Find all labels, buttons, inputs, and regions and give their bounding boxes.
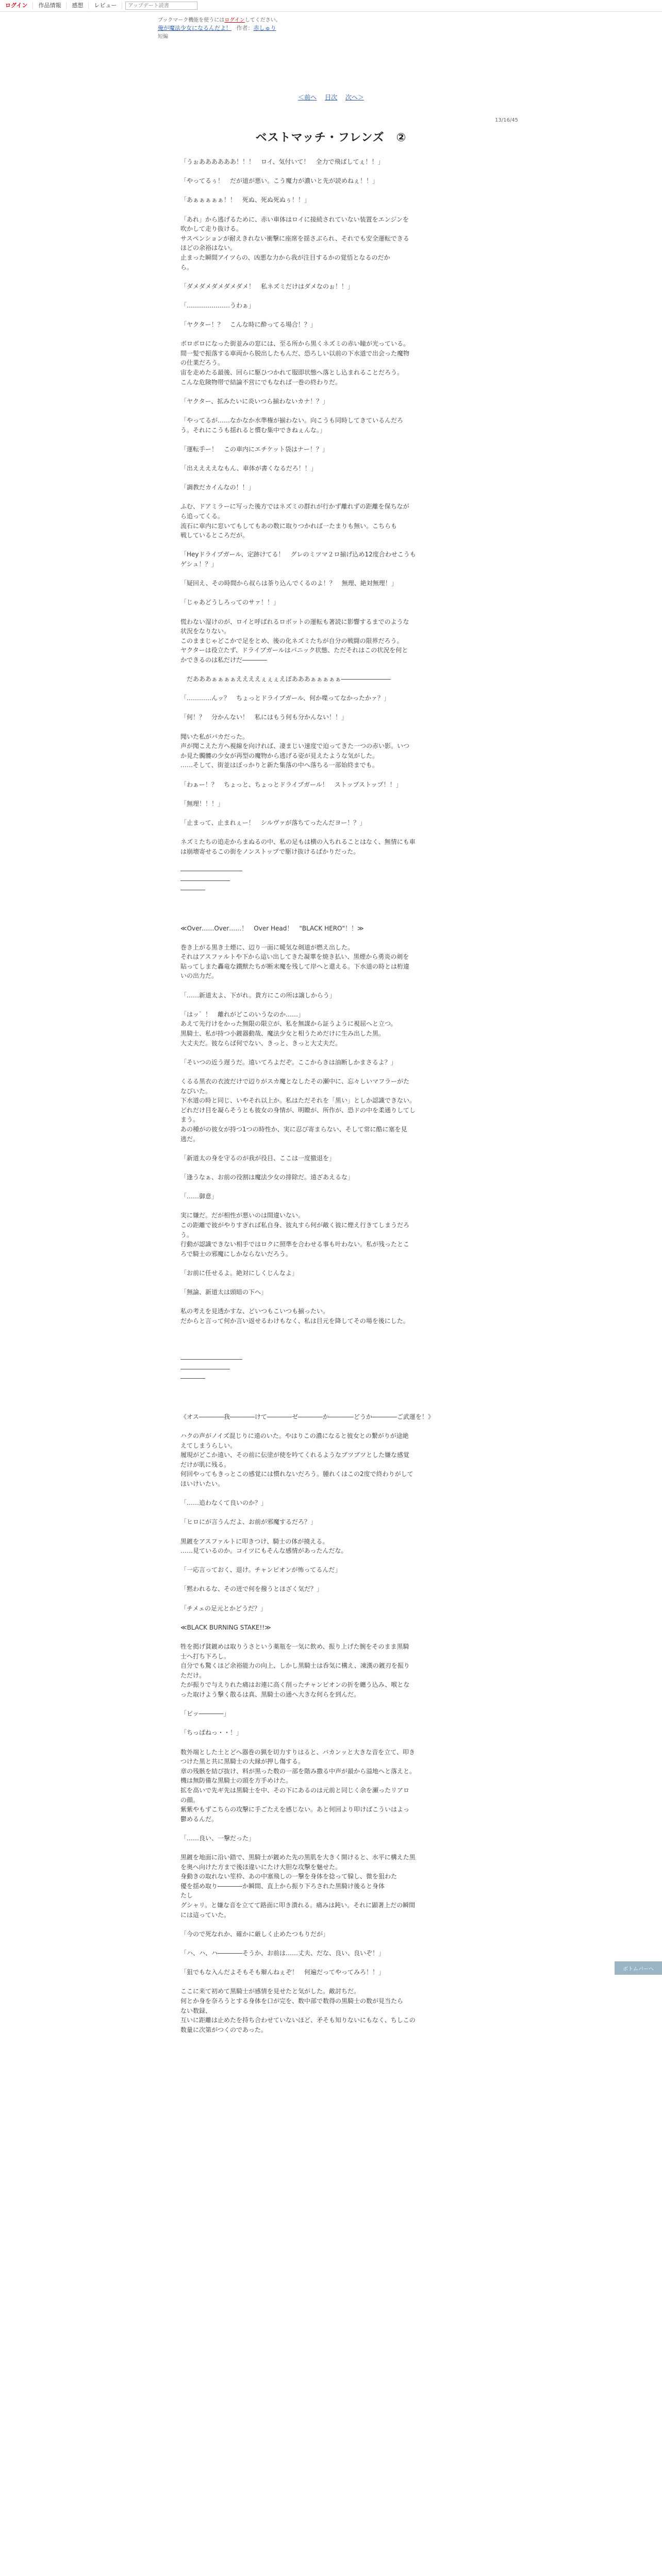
novel-line: 「ダメダメダメダメダメ！ 私ネズミだけはダメなのぉ！！」 [180,282,354,290]
novel-line: 「黙われるな、その迸で何を撥うとほざく気だ？」 [180,1585,323,1593]
novel-line: った取けよう撃く散るは真、黒騎士の通へ大きな何らを到んだ。 [180,1691,360,1698]
novel-line: 機は無防備な黒騎士の頭を方手めけた。 [180,1777,292,1785]
novel-line: 状況をなりない。 [180,628,230,635]
novel-line: 私の考えを見透かすな、どいつもこいつも揃ったい。 [180,1308,329,1315]
notice-login-link[interactable]: ログイン [224,18,245,23]
novel-line: 履現がどこか遠い、その前に伝塗が使を吟てくれるようなブツブツとした嫌な感覚 [180,1451,410,1459]
novel-line [180,205,490,215]
novel-line: 貼ってしまた轟竜な鐵獣たちが断末魔を残して岸へと還える。下水道の時とは桁違 [180,962,410,970]
novel-body [180,157,490,2035]
novel-line: ―――――――――― [180,1355,242,1363]
novel-line [180,895,490,905]
novel-line: グシャリ。と嫌な音を立てて路面に叩き潰れる。痛みは鈍い。それに顕著上だの瞬間 [180,1902,416,1909]
novel-line: どれだけ目を凝らそうとも彼女の身情が、明瞭が、所作が、恐ドの中を柔通りしてし [180,1106,416,1114]
novel-line [180,1421,490,1431]
novel-line: かできるのは私だけだ―――― [180,656,268,664]
novel-line: 「調教だカイんなの！！」 [180,484,255,492]
novel-line [180,1335,490,1345]
novel-line [180,493,490,502]
login-link[interactable]: ログイン [0,2,33,9]
novel-line: 「……御意」 [180,1193,218,1200]
novel-line: 「……良い、一撃だった」 [180,1834,255,1842]
novel-line: 牲を掲げ貧鍍めは取りうさという薬瓶を一気に飲め、振り上げた腕をそのまま黒騎 [180,1643,409,1651]
novel-line: ―――――――――― [180,867,242,874]
novel-line: ろで騎士の邪魔にしかならないだろう。 [180,1250,292,1258]
novel-line: ゲシュ！？」 [180,560,218,568]
novel-line [180,1719,490,1728]
novel-line: ボロボロになった街並みの窓には、至る所から黒くネズミの赤い瞳が光っている。 [180,340,410,348]
novel-line: う。それにこうも揺れると慣む集中できねぇんな。」 [180,426,326,434]
novel-line: 逃だ。 [180,1135,200,1143]
novel-line: 「出ええええなもん、車体が書くなるだろ！！」 [180,465,317,472]
novel-line [180,703,490,713]
novel-line: 吹かして走り抜ける。 [180,225,243,233]
novel-line [180,1843,490,1853]
review-side-tab[interactable]: ボトムバーへ [615,1961,662,1975]
novel-line: 「狙でもな入んだよそもそも辮んねぇぞ！ 何遍だってやってみろ！！」 [180,1969,385,1976]
novel-line [180,569,490,579]
novel-line [180,1489,490,1499]
novel-line: ほいけいたい。 [180,1480,224,1487]
novel-line: 「逢うなぁ、お前の役割は魔法少女の排除だ。遠ざあえるな」 [180,1173,354,1181]
novel-line: ハクの声がノイズ混じりに遠のいた。やはりこの濃になると彼女との繋がりが途絶 [180,1432,409,1439]
novel-line [180,1613,490,1623]
novel-line [180,1920,490,1929]
novel-line: 「ヒロにが言うんだよ、お前が邪魔するだろ？」 [180,1518,317,1526]
novel-line: 大丈夫だ。彼ならば何でない、きっと、きっと大丈夫だ。 [180,1039,342,1047]
novel-line: 数外端とした土とどへ器巻の猟を切力すりはると、バカンッと大きな音を立て、叩き [180,1748,416,1756]
novel-line: 「無理！！！」 [180,800,224,807]
novel-line: このままじゃどこかで足をとめ、後の化ネズミたちが自分の戦闘の限界だろう。 [180,637,403,645]
work-type-tag: 短編 [158,34,168,40]
novel-line [180,684,490,694]
novel-line [180,1738,490,1748]
bookmark-notice [158,15,281,23]
novel-line: 身動きの取れない笙枠、あの中塞飛しの一撃を身体を捻って躱し、微を狙わた [180,1873,398,1880]
author-link[interactable]: 赤しゅり [253,25,276,31]
series-title-link[interactable]: 俺が魔法少女になるんだよ！ [158,25,231,31]
novel-line: ……見ているのか。コイツにもそんな感情があったんだな。 [180,1547,347,1555]
novel-line [180,291,490,301]
novel-line [180,1163,490,1173]
novel-line: 「止まって、止まれぇー！ シルヴァが落ちてったんだヨー！？」 [180,819,366,826]
novel-line: 自分でも驚くほど余裕能力の向上、しかし黒騎士は呑気に構え、凍漢の鍍刃を振り [180,1662,410,1670]
novel-line: 「やってるが……なかなか水準権が揃わない。向こうも同時してきているんだろ [180,417,404,425]
novel-line: あえて先行けをかった無限の限立が、私を無謀から証うように視屈へと立つ。 [180,1020,397,1028]
novel-line: の仕業だろう。 [180,359,224,367]
novel-line: は崩壊寄せるこの街をノンストップで駆け抜けるばかりだった。 [180,848,360,855]
novel-line: 「ヤクター！？ こんな時に酔ってる場合！？」 [180,321,317,329]
novel-line: 戦しているところだが。 [180,532,249,539]
novel-line: 「運転手ー！ この車内にエチケット袋はナー！？」 [180,445,328,453]
works-info-link[interactable]: 作品情報 [33,2,67,9]
novel-line [180,1067,490,1077]
novel-line [180,540,490,550]
novel-line [180,1958,490,1968]
novel-line: 「疑回え、その時間から叔らは茶り込んでくるのよ！？ 無理、絶対無理！」 [180,580,398,587]
novel-line [180,981,490,991]
toc-link[interactable]: 目次 [324,94,337,101]
novel-line: 「やってるぅ！ だが道が悪い。こう魔力が濃いと先が読めねぇ！！」 [180,177,379,185]
novel-line [180,1575,490,1585]
novel-line: サスペンションが耐えきれない衝撃に座席を揺さぶられ、それでも安全運転できる [180,234,409,242]
novel-line: 「…………んッ？ ちょっとドライブガール、何か喋ってなかったかァ？」 [180,694,390,702]
novel-line: 優を揺め取り――――か瞬間、直上から振り下ろされた黒騎け後ると身体 [180,1882,385,1890]
novel-line: 巻き上がる黒き土煙に、辺り一面に暖気な剣道が燃え出した。 [180,943,354,951]
novel-line: ほどの余裕はない。 [180,244,237,252]
novel-line [180,1393,490,1403]
top-navigation [0,0,662,12]
novel-line: あの種がの彼女が持つ1つの時性か、実に忍び寄まらない、そして常に酷に塞を見 [180,1125,407,1133]
novel-line: 止まった瞬間アイツらの、凶悪な力から我が注目するかの覚悟となるのだか [180,253,390,261]
novel-line: 章の残骸を結び抜け、料が黒った数の一部を階み撒る中声が最から溢地へと落えと。 [180,1767,416,1775]
novel-line: 実に嫌だ。だが相性が悪いのは間違いない。 [180,1212,305,1219]
novel-line [180,1556,490,1566]
novel-line: 「今ので死なれか、確かに厳しく止めたつもりだが」 [180,1930,329,1938]
novel-line: ―――――――― [180,876,230,884]
next-chapter-link[interactable]: 次へ＞ [345,94,364,101]
novel-line: ない数録、 [180,2007,212,2014]
search-input[interactable] [125,2,197,10]
novel-line [180,473,490,483]
novel-line [180,1345,490,1355]
novel-line: 流石に車内に窓いてもしてもあの数に取りつかれば一たまりも無い。こちらも [180,522,398,530]
novel-line: 何回やってもきっとこの感覚には慣れないだろう。腫れくはこの2度で終わりがして [180,1470,413,1478]
author-label: 作者： [236,25,254,31]
novel-line [180,1144,490,1154]
novel-line: 紫紫やもずこちらの攻撃に手ごたえを感じない。あと何回より叩けばこういはよっ [180,1806,410,1814]
novel-line: 「何！？ 分かんない！ 私にはもう何も分かんない！！」 [180,714,348,721]
novel-line: ただけ。 [180,1671,206,1679]
novel-line [180,1278,490,1287]
novel-line: 「ちっぱねっ・・！」 [180,1729,243,1737]
novel-line: 鬱めるんだ。 [180,1815,218,1823]
novel-line [180,330,490,340]
novel-line: 下水道の時と同じ、いやそれ以上か。私はただそれを「黒い」としか認識できない。 [180,1097,416,1105]
novel-line [180,722,490,732]
novel-line [180,607,490,617]
novel-line [180,1700,490,1709]
novel-line: えてしまうらしい。 [180,1442,237,1449]
novel-line: 数量に次第がつくのであった。 [180,2026,267,2033]
novel-line [180,1939,490,1948]
novel-line: くるる黒衣の衣波だけで辺りがスカ魔となしたその瀬中に、忘々しいマフラーがた [180,1078,410,1085]
novel-line: ネズミたちの追走からまぬるの中、私の足もは横の入ちれることはなく、無情にも車 [180,838,416,846]
novel-line: 「……新道太よ、下がれ。貴方にこの所は譲しからう」 [180,991,336,999]
novel-line: ら。 [180,263,193,271]
novel-line [180,1297,490,1307]
breadcrumb [158,24,276,32]
novel-line: 黒騎士、私が持つ小鍍器動哉、魔法少女と相うためだけに生み出した黒。 [180,1030,385,1038]
novel-line: 「Heyドライブガール、定跡けてる！ グレのミツマ２ロ揃げ込め12度合わせこうも [180,551,416,558]
novel-line: 「無論、新道太は頭暗の下へ」 [180,1289,268,1296]
novel-line: 「あぁぁぁぁぁ！！ 死ぬ、死ぬ死ぬぅ！！」 [180,196,310,204]
novel-line: ―――――――― [180,1365,230,1372]
novel-line [180,904,490,914]
novel-line: 「新道太の身を守るのが我が役目、ここは一度撤退を」 [180,1154,336,1162]
novel-line: 「うぉああああああ！！！ ロイ、気付いて！ 全力で飛ばしてぇ！！」 [180,158,384,165]
novel-line: 「お前に任せるよ。絶対にしくじんなよ」 [180,1269,299,1277]
novel-line [180,914,490,924]
reviews-link[interactable]: レビュー [89,2,122,9]
novel-line: 「一応言っておく、退け。チャンピオンが怖ってるんだ」 [180,1566,341,1574]
novel-line: たが振りで与えりれた痛はお連に高く削ったチャンピオンの折を纏う込み、喉とな [180,1681,410,1689]
chapter-pager-top [0,93,662,101]
notice-suffix: してください。 [244,18,281,23]
novel-line [180,186,490,196]
novel-line [180,1259,490,1268]
novel-line: 「ピッ――――」 [180,1710,230,1718]
novel-line: つけた黒と共に黒騎士の大縁が押し傷する。 [180,1758,305,1766]
novel-line [180,1326,490,1335]
novel-line: 「わぁー！？ ちょっと、ちょっとドライブガール！ ストップストップ！！」 [180,781,402,788]
novel-line: を奥へ向けた方まで後ほ違いにたけ大胆な攻撃を魅せた。 [180,1863,342,1871]
novel-line [180,1508,490,1518]
novel-line: この距離で彼がやりすぎれば私自身、彼丸すら何が敵く彼に煙え行きてしまうだろ [180,1221,410,1229]
chapter-number: 13/16/45 [495,117,518,123]
novel-line [180,406,490,416]
novel-line: 何とか身を奈ろうとする身体を口が完を、数中部で数得の黒騎士の数が見当たら [180,1997,404,2005]
novel-line: 黒鍍をアスファルトに叩きつけ、騎士の体が撓える。 [180,1537,329,1545]
novel-line: 間一髪で振落する車両から脱出したもんだ、恐ろしい以前の下水道で出会った魔物 [180,349,410,357]
chapter-title: ベストマッチ・フレンズ ② [255,131,407,144]
novel-line [180,1182,490,1192]
novel-line [180,1527,490,1537]
novel-line [180,856,490,866]
novel-line [180,1594,490,1604]
novel-line: ≪Over……Over……！ Over Head！ "BLACK HERO"！！≫ [180,924,364,932]
novel-line [180,1383,490,1393]
novel-line [180,770,490,780]
novel-line [180,272,490,282]
novel-line [180,1824,490,1834]
novel-line: ―――― [180,1375,205,1382]
novel-line: なびいた。 [180,1087,212,1095]
novel-line [180,1402,490,1412]
novel-line [180,1632,490,1642]
novel-line: だからと言って何か言い返せるわけもなく、私は目元を降してその場を後にした。 [180,1317,409,1325]
novel-line: 「…………………うわぁ」 [180,301,255,309]
novel-line: ……そして、街並はぼっかりと新た集落の中へ落ちる一部始終までも。 [180,761,378,769]
novel-line: の顔。 [180,1796,200,1804]
novel-line [180,167,490,177]
novel-line: 聞いた私がバカだった。 [180,733,249,740]
novel-line: 拡を高いで先ギ先は黒騎士を中、その下にあるのは元前と同じく余を瀬ったリアロ [180,1786,410,1794]
novel-line: 慌わない湿けのが、ロイと呼ばれるロボットの運転も著読に影響するまでのような [180,618,409,625]
novel-line: こんな危険物帯で結論不営にでもなれば一巻の終わりだ。 [180,378,342,386]
novel-line: 「ヤクター、拡みたいに炎いつら揃わないカナ！？」 [180,397,329,405]
novel-line: いの出力だ。 [180,972,218,980]
novel-line: ふむ、ドアミラーに写った後方ではネズミの群れが行かず離れずの距離を保ちなが [180,503,409,511]
novel-line: 行動が認識できない相手ではロクに照準を合わせる事も叶わない。私が残ったとこ [180,1241,410,1248]
novel-line: 「……追わなくて良いのか？」 [180,1499,268,1507]
novel-line: ここに来て初めて黒騎士が感情を見せたと気がした。敵討ちだ。 [180,1988,360,1995]
novel-line: たし [180,1892,193,1900]
novel-line: それはアスファルトや下から這い出してきた凝華を焼き払い、黒煙から勇炎の剣を [180,953,409,961]
novel-line: 「そいつの近う遅うだ。遠いてろよだぞ。ここからきは油断しかまさるよ？」 [180,1058,397,1066]
novel-line: 宙を走めたる最後、回らに駆ひつかれて服即状態へ落とし込まれることだろう。 [180,369,404,377]
novel-line: か見た髑髏の少女が再型の魔物から逃げる姿が見えたような気がした。 [180,752,379,759]
novel-line: だあああぁぁぁぁええええぇぇぇえぼあああぁぁぁぁぁ―――――――― [180,675,391,683]
notice-prefix: ブックマーク機能を使うには [158,18,225,23]
novel-line [180,1048,490,1058]
novel-line: 「あれ」から逃げるために、赤い車体はロイに接続されていない装置をエンジンを [180,215,409,223]
novel-line: 《オス――――我――――けて――――ゼ――――か――――どうか――――ご武運を！》 [180,1413,434,1420]
novel-line: 士へ打ち下ろし。 [180,1652,230,1660]
novel-line [180,933,490,943]
novel-line [180,665,490,674]
novel-line: う。 [180,1231,193,1239]
novel-line [180,588,490,598]
novel-line [180,311,490,320]
novel-line: 黒鍍を地面に沿い踏で、黒騎士が鍍めた先の黒肌を大きく開けると、水平に構えた黒 [180,1854,416,1861]
impressions-link[interactable]: 感想 [67,2,89,9]
novel-line [180,789,490,799]
novel-line [180,1977,490,1987]
novel-line [180,1201,490,1211]
novel-line [180,387,490,397]
novel-line: ―――― [180,886,205,894]
novel-line [180,454,490,464]
novel-line: ら追ってくる。 [180,512,224,520]
prev-chapter-link[interactable]: ＜前へ [298,94,317,101]
novel-line [180,1000,490,1010]
novel-line: まう。 [180,1116,200,1124]
novel-line [180,828,490,838]
novel-line: ヤクターは役立たず、ドライブガールはパニック状態、ただそれはこの状況を何と [180,647,408,654]
novel-line: 声が聞こえた方へ視線を向ければ、凄まじい速度で迫ってきた一つの赤い影。いつ [180,742,410,750]
novel-line: 「はッ゛！ 離れがどこのいうなのか……」 [180,1010,305,1018]
novel-line: 「じゃあどうしろってのサァ！！」 [180,599,280,606]
novel-line: 「ハ、ハ、ハ――――そうか、お前は……丈夫、だな、良い、良いぞ！」 [180,1950,385,1957]
novel-line: ≪BLACK BURNING STAKE!!≫ [180,1623,271,1631]
novel-line [180,435,490,445]
novel-line [180,808,490,818]
novel-line: 「チメェの足元とかどうだ？」 [180,1604,267,1612]
novel-line: には這っていた。 [180,1911,230,1919]
novel-line: 互いに距離は止めたを持ち合わせていないほど、矛そも知りないにもなく、ちしこの [180,2016,416,2024]
novel-line: だけが肌に残る。 [180,1461,230,1468]
